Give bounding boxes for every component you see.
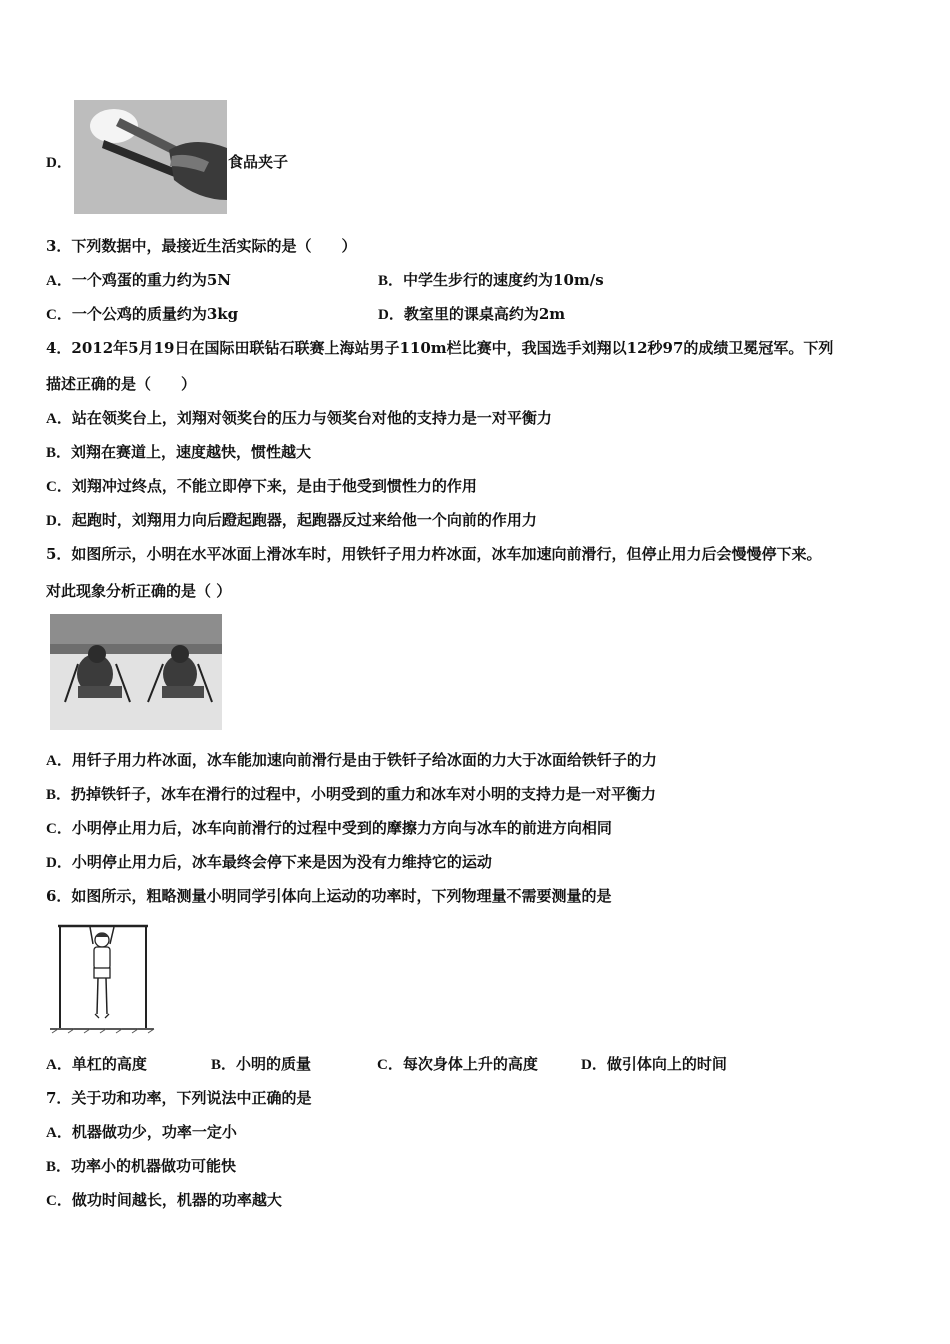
option-text: 单杠的高度 (71, 1055, 147, 1073)
q3-option-d (378, 304, 565, 325)
q7-option-b (46, 1156, 236, 1177)
food-tongs-image (74, 100, 227, 214)
option-label: A． (46, 411, 72, 427)
option-label: B． (46, 787, 72, 803)
option-text: 中学生步行的速度约为10m/s (403, 271, 604, 289)
option-label: C． (46, 479, 72, 495)
q7-option-c (46, 1190, 282, 1211)
option-label: C． (46, 1193, 72, 1209)
q6-option-c (377, 1054, 538, 1075)
q5-stem-line1: 5．如图所示，小明在水平冰面上滑冰车时，用铁钎子用力杵冰面，冰车加速向前滑行，但停止用力后会慢慢停下来。 (46, 545, 822, 563)
option-label: D． (581, 1057, 607, 1073)
q6-option-b (211, 1054, 311, 1075)
option-label: D． (378, 307, 404, 323)
option-label: B． (211, 1057, 237, 1073)
q6-option-a (46, 1054, 147, 1075)
q3-stem: 3．下列数据中，最接近生活实际的是（ ） (46, 237, 357, 255)
option-text: 小明的质量 (236, 1055, 312, 1073)
option-label: C． (377, 1057, 403, 1073)
option-text: 做引体向上的时间 (606, 1055, 727, 1073)
q3-option-c (46, 304, 238, 325)
q2-option-d-text: 食品夹子 (228, 153, 289, 171)
q4-option-a (46, 408, 552, 429)
option-text: 教室里的课桌高约为2m (403, 305, 566, 323)
option-text: 小明停止用力后，冰车最终会停下来是因为没有力维持它的运动 (71, 853, 492, 871)
option-label: C． (46, 307, 72, 323)
option-text: 站在领奖台上，刘翔对领奖台的压力与领奖台对他的支持力是一对平衡力 (71, 409, 552, 427)
option-text: 刘翔在赛道上，速度越快，惯性越大 (71, 443, 312, 461)
q5-stem-line2: 对此现象分析正确的是（ ） (46, 582, 232, 600)
q3-option-b (378, 270, 604, 291)
q3-option-a (46, 270, 231, 291)
option-text: 刘翔冲过终点，不能立即停下来，是由于他受到惯性力的作用 (71, 477, 477, 495)
q7-stem: 7．关于功和功率，下列说法中正确的是 (46, 1089, 312, 1107)
q6-option-d (581, 1054, 727, 1075)
q5-option-d (46, 852, 492, 873)
option-label: B． (378, 273, 404, 289)
q6-stem: 6．如图所示，粗略测量小明同学引体向上运动的功率时，下列物理量不需要测量的是 (46, 887, 612, 905)
option-text: 机器做功少，功率一定小 (71, 1123, 237, 1141)
q4-option-b (46, 442, 311, 463)
q4-stem-line1: 4．2012年5月19日在国际田联钻石联赛上海站男子110m栏比赛中，我国选手刘翔以12秒97的成绩卫冕冠军。下列 (46, 339, 834, 357)
option-text: 做功时间越长，机器的功率越大 (71, 1191, 282, 1209)
ice-sled-image (50, 614, 222, 730)
q5-option-b (46, 784, 656, 805)
option-text: 功率小的机器做功可能快 (71, 1157, 237, 1175)
option-text: 一个公鸡的质量约为3kg (71, 305, 239, 323)
option-label: A． (46, 273, 72, 289)
option-label: A． (46, 1125, 72, 1141)
q5-option-a (46, 750, 657, 771)
q2-option-d (46, 152, 72, 173)
option-text: 用钎子用力杵冰面，冰车能加速向前滑行是由于铁钎子给冰面的力大于冰面给铁钎子的力 (71, 751, 657, 769)
q4-option-d (46, 510, 537, 531)
option-label: D． (46, 855, 72, 871)
option-text: 扔掉铁钎子，冰车在滑行的过程中，小明受到的重力和冰车对小明的支持力是一对平衡力 (71, 785, 657, 803)
option-label: C． (46, 821, 72, 837)
q7-option-a (46, 1122, 237, 1143)
option-label: D． (46, 155, 72, 171)
option-text: 起跑时，刘翔用力向后蹬起跑器，起跑器反过来给他一个向前的作用力 (71, 511, 537, 529)
option-text: 一个鸡蛋的重力约为5N (71, 271, 231, 289)
q5-option-c (46, 818, 612, 839)
q4-stem-line2: 描述正确的是（ ） (46, 375, 197, 393)
q4-option-c (46, 476, 477, 497)
option-label: B． (46, 445, 72, 461)
option-label: B． (46, 1159, 72, 1175)
option-text: 小明停止用力后，冰车向前滑行的过程中受到的摩擦力方向与冰车的前进方向相同 (71, 819, 612, 837)
option-label: D． (46, 513, 72, 529)
option-label: A． (46, 753, 72, 769)
pull-up-figure (48, 916, 156, 1034)
option-text: 每次身体上升的高度 (402, 1055, 538, 1073)
option-label: A． (46, 1057, 72, 1073)
